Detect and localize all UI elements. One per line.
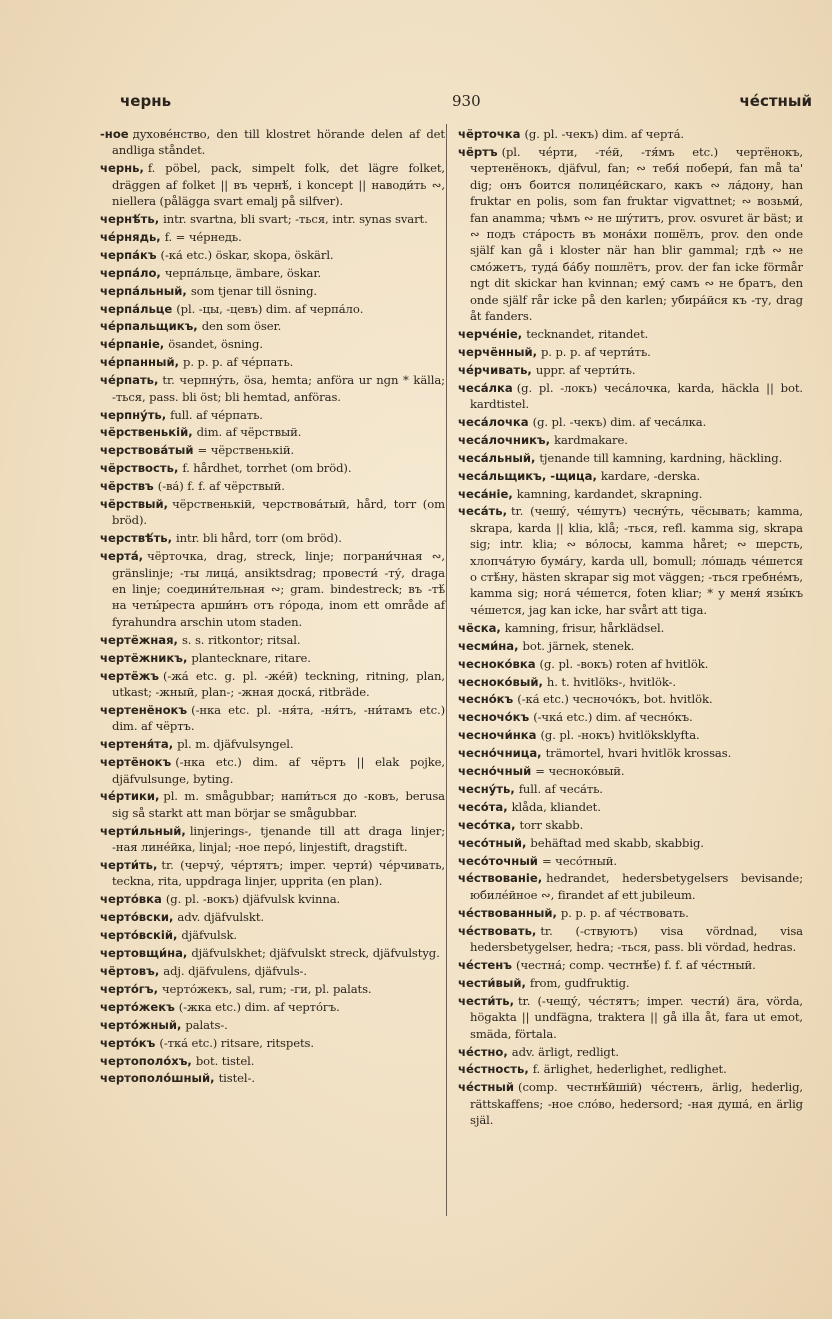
entry-definition: tr. (черчу́, чéртятъ; imper. черти́) чéрчивать, teckna, rita, uppdraga linjer, upprita (en plan).	[112, 858, 445, 889]
entry-definition: p. p. p. af черти́ть.	[540, 344, 651, 359]
entry-headword: чéстенъ	[458, 958, 513, 972]
entry-headword: черти́льный,	[100, 823, 186, 838]
dictionary-entry	[100, 891, 445, 907]
dictionary-entry	[458, 763, 803, 779]
dictionary-entry	[100, 927, 445, 943]
dictionary-entry	[100, 754, 445, 787]
entry-definition: p. p. p. af чéствовать.	[560, 905, 689, 920]
entry-definition: f. = чéрнедь.	[164, 229, 242, 244]
entry-definition: pl. m. djäfvulsyngel.	[177, 737, 294, 752]
entry-headword: чесо́тный,	[458, 835, 527, 850]
dictionary-entry	[458, 414, 803, 430]
dictionary-entry	[100, 496, 445, 529]
entry-definition: plantecknare, ritare.	[191, 650, 311, 665]
entry-definition: tr. (чешу́, чéшутъ) чеснýть, чёсывать; kamma, skrapa, karda || klia, klå; -ться, refl. kamma sig, skrapa sig; intr. klia; ∾ во́лосы, kamma håret; ∾ шерсть, хлопча́тую бума́гу, karda ull, bomull; ло́шадь чéшется о стѣ́ну, hästen skrapar sig mot väggen; -ться гребнéмъ, kamma sig; нога́ чéшется, foten kliar; * у меня́ язы́къ чéшется, jag kan icke, har svårt att tiga.	[470, 504, 803, 617]
dictionary-entry	[458, 326, 803, 342]
entry-definition: духовéнство, den till klostret hörande delen af det andliga ståndet.	[112, 127, 445, 158]
entry-definition: den som öser.	[201, 319, 282, 334]
entry-headword: чесночо́къ	[458, 710, 530, 725]
dictionary-entry	[100, 823, 445, 856]
entry-definition: ösandet, ösning.	[168, 337, 263, 352]
dictionary-entry	[100, 530, 445, 546]
entry-definition: f. pöbel, pack, simpelt folk, det lägre folket, dräggen af folket || въ чернѣ́, i koncept || наводи́ть ∾, niellera (pålägga svart emalj på silfver).	[112, 161, 445, 209]
entry-headword: чеса́льщикъ, -щица,	[458, 468, 597, 483]
dictionary-entry	[458, 870, 803, 903]
dictionary-entry	[458, 993, 803, 1042]
entry-definition: (g. pl. -вокъ) djäfvulsk kvinna.	[165, 892, 341, 907]
dictionary-entry	[458, 432, 803, 448]
entry-headword: чéстно,	[458, 1044, 508, 1059]
entry-headword: чёрствый,	[100, 497, 169, 512]
dictionary-entry	[100, 963, 445, 979]
dictionary-entry	[100, 211, 445, 227]
entry-definition: (-нка etc.) dim. af чёртъ || elak pojke, djäfvulsunge, byting.	[112, 755, 445, 786]
dictionary-entry	[458, 691, 803, 707]
entry-headword: чести́вый,	[458, 975, 526, 990]
dictionary-entry	[458, 1061, 803, 1077]
entry-definition: full. af чеса́ть.	[518, 781, 603, 796]
entry-definition: som tjenar till ösning.	[190, 283, 317, 298]
entry-headword: чéствованіе,	[458, 871, 543, 886]
entry-headword: чесноко́вый,	[458, 674, 543, 689]
entry-definition: adv. djäfvulskt.	[177, 910, 264, 925]
entry-definition: dim. af чёрствый.	[196, 425, 302, 440]
dictionary-entry	[100, 407, 445, 423]
dictionary-entry	[458, 362, 803, 378]
entry-headword: чéрчивать,	[458, 362, 532, 377]
dictionary-entry	[458, 781, 803, 797]
entry-headword: чёска,	[458, 620, 501, 635]
entry-definition: чёрственькій, черствова́тый, hård, torr (om bröd).	[112, 497, 445, 528]
entry-definition: adv. ärligt, redligt.	[511, 1044, 619, 1059]
entry-definition: trämortel, hvari hvitlök krossas.	[545, 746, 732, 761]
entry-headword: чéрпальщикъ,	[100, 319, 198, 334]
dictionary-entry	[100, 548, 445, 630]
dictionary-entry	[100, 632, 445, 648]
dictionary-entry	[458, 745, 803, 761]
entry-definition: bot. tistel.	[195, 1053, 255, 1068]
entry-headword: чернѣ́ть,	[100, 212, 160, 227]
entry-definition: kamning, frisur, hårklädsel.	[504, 620, 665, 635]
dictionary-entry	[100, 372, 445, 405]
entry-definition: pl. m. smågubbar; напи́ться до -ковъ, berusa sig så starkt att man börjar se smågubbar.	[112, 789, 445, 820]
entry-definition: tistel-.	[218, 1071, 255, 1086]
entry-headword: чесночи́нка	[458, 728, 537, 743]
entry-headword: чéстный	[458, 1080, 515, 1095]
dictionary-entry	[100, 460, 445, 476]
entry-headword: чеса́лочникъ,	[458, 432, 551, 447]
entry-definition: adj. djäfvulens, djäfvuls-.	[163, 964, 307, 978]
entry-definition: tr. (-ствуютъ) visa vördnad, visa hedersbetygelser, hedra; -ться, pass. bli vördad, hedras.	[470, 923, 803, 955]
entry-definition: djäfvulskhet; djäfvulskt streck, djäfvulstyg.	[191, 946, 440, 961]
dictionary-entry	[100, 229, 445, 245]
entry-headword: черто́къ	[100, 1035, 156, 1050]
dictionary-entry	[100, 857, 445, 890]
entry-headword: чёрствость,	[100, 461, 179, 476]
dictionary-entry	[100, 1035, 445, 1051]
entry-headword: чёрствъ	[100, 479, 154, 494]
dictionary-entry	[458, 144, 803, 324]
entry-headword: чесно́къ	[458, 692, 514, 707]
entry-headword: черто́жекъ	[100, 999, 175, 1014]
entry-headword: чертополо́хъ,	[100, 1053, 192, 1068]
entry-definition: (-чка́ etc.) dim. af чесно́къ.	[533, 710, 693, 725]
dictionary-entry	[100, 1017, 445, 1033]
dictionary-entry	[100, 301, 445, 317]
entry-definition: f. ärlighet, hederlighet, redlighet.	[532, 1062, 727, 1077]
entry-definition: (pl. чéрти, -тéй, -тя́мъ etc.) чертёнокъ, чертенёнокъ, djäfvul, fan; ∾ тебя́ побери́, fan må ta' dig; онъ боится полицéйскаго, какъ ∾ ла́дону, han fruktar en polis, som fan fruktar vigvattnet; ∾ возьми́, fan anamma; чѣмъ ∾ не шу́титъ, prov. osvuret är bäst; и ∾ подъ ста́рость въ мона́хи пошёлъ, prov. den onde själf kan gå i kloster när han blir gammal; гдѣ ∾ не смо́жетъ, туда́ ба́бу пошлётъ, prov. der fan icke förmår ngt dit skickar han kvinnan; ему́ самъ ∾ не братъ, den onde själf rår icke på den karlen; убира́йся къ -ту, drag åt fanders.	[470, 144, 803, 323]
entry-headword: чеса́лка	[458, 380, 513, 395]
entry-headword: черто́жный,	[100, 1017, 182, 1032]
dictionary-entry	[458, 923, 803, 956]
entry-headword: чéрпаніе,	[100, 337, 165, 352]
entry-headword: чéрпать,	[100, 373, 159, 388]
dictionary-entry	[458, 835, 803, 851]
entry-headword: черто́вскій,	[100, 928, 178, 943]
entry-definition: f. hårdhet, torrhet (om bröd).	[182, 461, 352, 476]
right-column	[458, 126, 803, 1130]
dictionary-entry	[458, 975, 803, 991]
entry-definition: full. af чéрпать.	[170, 407, 263, 422]
dictionary-entry	[458, 799, 803, 815]
dictionary-entry	[100, 478, 445, 494]
entry-definition: (-ка́ etc.) чесночо́къ, bot. hvitlök.	[517, 692, 713, 707]
entry-headword: чеса́ніе,	[458, 486, 513, 501]
dictionary-entry	[100, 945, 445, 961]
entry-definition: (-тка́ etc.) ritsare, ritspets.	[159, 1035, 314, 1050]
entry-headword: чертёжная,	[100, 632, 178, 647]
dictionary-entry	[100, 788, 445, 821]
left-column	[100, 126, 445, 1088]
dictionary-entry	[100, 702, 445, 735]
entry-definition: = чёрственькій.	[197, 443, 295, 458]
entry-headword: чéствовать,	[458, 923, 537, 938]
entry-headword: чёртовъ,	[100, 964, 160, 978]
entry-headword: черчённый,	[458, 344, 537, 359]
dictionary-entry	[100, 283, 445, 299]
dictionary-entry	[100, 354, 445, 370]
entry-headword: чертёжникъ,	[100, 650, 188, 665]
dictionary-entry	[458, 344, 803, 360]
entry-headword: чеса́ть,	[458, 504, 507, 519]
running-header	[120, 92, 812, 116]
dictionary-entry	[458, 957, 803, 973]
entry-headword: черто́вка	[100, 892, 162, 907]
dictionary-entry	[100, 999, 445, 1015]
dictionary-entry	[100, 736, 445, 752]
entry-definition: torr skabb.	[519, 817, 584, 832]
entry-headword: чесно́чный	[458, 764, 532, 779]
entry-headword: чертёнокъ	[100, 755, 172, 770]
entry-definition: from, gudfruktig.	[529, 975, 630, 990]
entry-headword: чертополо́шный,	[100, 1071, 215, 1086]
dictionary-entry	[458, 817, 803, 833]
entry-headword: чéрпанный,	[100, 355, 179, 370]
entry-headword: чертёжъ	[100, 668, 159, 683]
entry-definition: черпа́льце, ämbare, öskar.	[164, 265, 322, 280]
entry-definition: linjerings-, tjenande till att draga linjer; -ная линéйка, linjal; -ное перо́, linjestift, dragstift.	[112, 823, 445, 855]
column-divider	[446, 124, 447, 1216]
entry-headword: черпа́ло,	[100, 265, 161, 280]
entry-definition: intr. bli hård, torr (om bröd).	[176, 531, 342, 546]
entry-definition: (comp. честнѣ́йшій) чéстенъ, ärlig, hederlig, rättskaffens; -ное сло́во, hedersord; -ная душа́, en ärlig själ.	[470, 1080, 803, 1128]
entry-definition: (-ва́) f. f. af чёрствый.	[157, 479, 285, 494]
entry-headword: чéртики,	[100, 789, 160, 804]
entry-definition: (g. pl. -нокъ) hvitlöksklyfta.	[540, 728, 700, 743]
dictionary-entry	[458, 727, 803, 743]
entry-definition: tr. черпну́ть, ösa, hemta; anföra ur ngn * källa; -ться, pass. bli öst; bli hemtad, anföras.	[112, 373, 445, 404]
dictionary-entry	[100, 650, 445, 666]
entry-definition: djäfvulsk.	[181, 928, 237, 943]
entry-headword: чеса́льный,	[458, 450, 536, 465]
dictionary-entry	[100, 265, 445, 281]
entry-headword: чéстность,	[458, 1062, 529, 1077]
dictionary-entry	[458, 905, 803, 921]
entry-definition: kardare, -derska.	[600, 468, 701, 483]
entry-headword: чесноко́вка	[458, 656, 536, 671]
entry-definition: (-жка etc.) dim. af черто́гъ.	[178, 999, 340, 1014]
entry-headword: черпа́льце	[100, 301, 173, 316]
entry-headword: чесо́та,	[458, 799, 508, 814]
dictionary-entry	[458, 503, 803, 618]
entry-definition: behäftad med skabb, skabbig.	[530, 835, 704, 850]
entry-headword: черто́гъ,	[100, 981, 158, 996]
entry-definition: palats-.	[185, 1017, 228, 1032]
entry-headword: чесо́тка,	[458, 817, 516, 832]
entry-headword: чесну́ть,	[458, 781, 515, 796]
dictionary-entry	[458, 1044, 803, 1060]
entry-headword: черчéніе,	[458, 326, 523, 341]
dictionary-entry	[458, 380, 803, 413]
entry-headword: чёрточка	[458, 127, 521, 141]
entry-headword: черта́,	[100, 549, 144, 564]
dictionary-entry	[100, 909, 445, 925]
dictionary-entry	[458, 674, 803, 690]
dictionary-entry	[100, 981, 445, 997]
entry-definition: (g. pl. -чекъ) dim. af черта́.	[524, 127, 685, 141]
entry-headword: чертенёнокъ	[100, 702, 188, 717]
entry-definition: uppr. af черти́ть.	[535, 362, 636, 377]
entry-definition: (pl. -цы, -цевъ) dim. af черпа́ло.	[176, 301, 364, 316]
entry-definition: tjenande till kamning, kardning, häckling.	[539, 450, 783, 465]
dictionary-entry	[100, 336, 445, 352]
entry-definition: (g. pl. -чекъ) dim. af чеса́лка.	[532, 414, 707, 429]
entry-definition: (-нка etc. pl. -ня́та, -ня́тъ, -ни́тамъ etc.) dim. af чёртъ.	[112, 702, 445, 734]
entry-headword: черствова́тый	[100, 443, 194, 458]
entry-headword: чести́ть,	[458, 993, 514, 1008]
entry-headword: черпну́ть,	[100, 407, 167, 422]
entry-headword: чертеня́та,	[100, 737, 174, 752]
entry-definition: bot. järnek, stenek.	[522, 638, 635, 653]
entry-definition: kamning, kardandet, skrapning.	[516, 486, 703, 501]
entry-definition: (-ка́ etc.) öskar, skopa, öskärl.	[160, 247, 334, 262]
entry-definition: hedrandet, hedersbetygelsers bevisande; юбилéйное ∾, firandet af ett jubileum.	[470, 871, 803, 902]
entry-definition: = чесо́тный.	[541, 853, 618, 868]
dictionary-entry	[100, 668, 445, 701]
dictionary-entry	[100, 126, 445, 159]
entry-definition: = чесноко́вый.	[535, 764, 625, 779]
entry-definition: черто́жекъ, sal, rum; -ги, pl. palats.	[161, 981, 372, 996]
entry-definition: tr. (-чещу́, чéстятъ; imper. чести́) ära, vörda, högakta || undfägna, traktera || gå illa åt, fara ut emot, smäda, förtala.	[470, 993, 803, 1041]
dictionary-entry	[458, 486, 803, 502]
entry-definition: (g. pl. -вокъ) roten af hvitlök.	[539, 656, 709, 671]
dictionary-entry	[458, 709, 803, 725]
entry-definition: p. p. p. af чéрпать.	[183, 355, 294, 370]
dictionary-entry	[100, 318, 445, 334]
entry-definition: (-жа́ etc. g. pl. -жéй) teckning, ritning, plan, utkast; -жный, plan-; -жная доска́, ritbräde.	[112, 668, 445, 699]
entry-headword: чéрнядь,	[100, 229, 161, 244]
entry-headword: чёрственькій,	[100, 425, 193, 440]
header-left-headword: чернь	[120, 92, 172, 110]
entry-definition: (честна́; comp. честнѣ́е) f. f. af чéстный.	[516, 958, 756, 972]
entry-definition: s. s. ritkontor; ritsal.	[181, 632, 301, 647]
dictionary-entry	[458, 450, 803, 466]
entry-definition: klåda, kliandet.	[511, 799, 601, 814]
dictionary-entry	[100, 442, 445, 458]
header-right-headword: чéстный	[739, 92, 812, 110]
entry-definition: intr. svartna, bli svart; -ться, intr. synas svart.	[163, 212, 428, 227]
entry-headword: чéствованный,	[458, 905, 557, 920]
entry-headword: черствѣ́ть,	[100, 531, 173, 546]
entry-headword: черпа́къ	[100, 247, 157, 262]
entry-headword: черти́ть,	[100, 858, 158, 873]
dictionary-entry	[458, 126, 803, 142]
entry-headword: чесми́на,	[458, 638, 519, 653]
entry-definition: h. t. hvitlöks-, hvitlök-.	[546, 674, 676, 689]
page-number: 930	[452, 92, 481, 110]
entry-definition: kardmakare.	[554, 432, 628, 447]
dictionary-entry	[458, 620, 803, 636]
dictionary-entry	[100, 1053, 445, 1069]
dictionary-entry	[100, 1070, 445, 1086]
entry-headword: -ное	[100, 127, 129, 141]
dictionary-entry	[100, 247, 445, 263]
dictionary-entry	[100, 160, 445, 209]
dictionary-entry	[458, 638, 803, 654]
entry-definition: чёрточка, drag, streck, linje; погрaни́чная ∾, gränslinje; -ты лица́, ansiktsdrag; провести́ -ту́, draga en linje; соедини́тельная ∾; gram. bindestreck; въ -тѣ́ на четы́реста арши́нъ отъ го́рода, inom ett område af fyrahundra arschin utom staden.	[112, 549, 445, 629]
dictionary-entry	[100, 424, 445, 440]
entry-headword: черпа́льный,	[100, 283, 187, 298]
entry-headword: чеса́лочка	[458, 414, 529, 429]
entry-headword: чесо́точный	[458, 853, 538, 868]
dictionary-entry	[458, 468, 803, 484]
entry-headword: чесно́чница,	[458, 746, 542, 761]
dictionary-entry	[458, 656, 803, 672]
entry-headword: чернь,	[100, 161, 144, 176]
entry-definition: (g. pl. -локъ) чеса́лочка, karda, häckla || bot. kardtistel.	[470, 380, 803, 411]
dictionary-entry	[458, 1079, 803, 1128]
entry-headword: чёртъ	[458, 144, 498, 159]
entry-headword: чертовщи́на,	[100, 946, 188, 961]
dictionary-entry	[458, 853, 803, 869]
entry-definition: tecknandet, ritandet.	[526, 326, 649, 341]
entry-headword: черто́вски,	[100, 910, 174, 925]
